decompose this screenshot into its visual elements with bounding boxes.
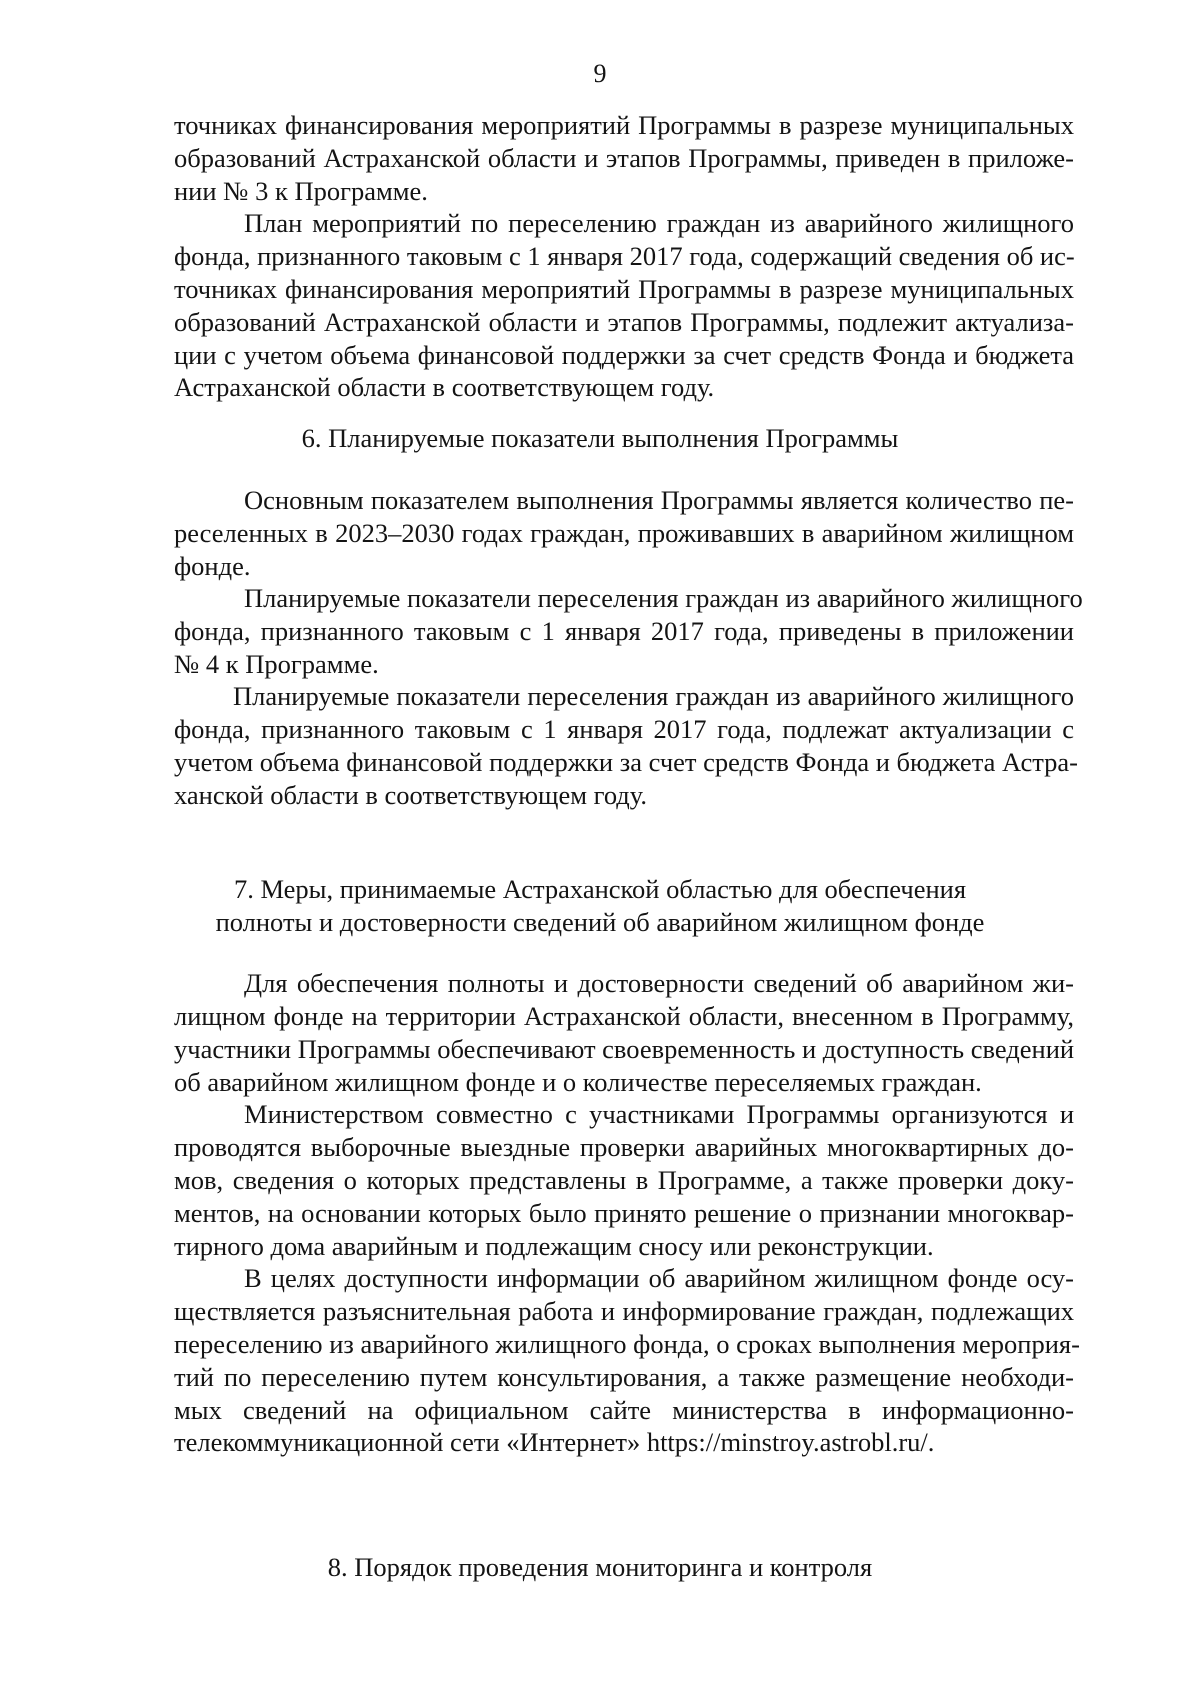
text-line: точниках финансирования мероприятий Программы в разрезе муниципальных: [174, 110, 1074, 140]
section-heading-6: [0, 422, 1200, 455]
paragraph-1: [174, 109, 1074, 208]
section-heading-8: [0, 1551, 1200, 1584]
text-line: фонда, признанного таковым с 1 января 2017 года, содержащий сведения об ис-: [174, 240, 1075, 271]
text-line: Основным показателем выполнения Программы является количество пе-: [244, 485, 1074, 515]
text-line: нии № 3 к Программе.: [174, 175, 428, 206]
text-line: фонде.: [174, 550, 251, 581]
text-line: ханской области в соответствующем году.: [174, 779, 648, 810]
text-line: об аварийном жилищном фонде и о количестве переселяемых граждан.: [174, 1066, 982, 1097]
text-line: участники Программы обеспечивают своевременность и доступность сведений: [174, 1033, 1075, 1064]
page-number: 9: [593, 59, 607, 88]
text-line: телекоммуникационной сети «Интернет» https://minstroy.astrobl.ru/.: [174, 1427, 935, 1458]
text-line: ментов, на основании которых было принято решение о признании многоквар-: [174, 1197, 1074, 1228]
text-line: тий по переселению путем консультирования, а также размещение необходи-: [174, 1361, 1074, 1392]
text-line: ществляется разъяснительная работа и информирование граждан, подлежащих: [174, 1295, 1074, 1326]
text-line: фонда, признанного таковым с 1 января 2017 года, подлежат актуализации с: [174, 713, 1074, 744]
text-line: переселению из аварийного жилищного фонда, о сроках выполнения мероприя-: [174, 1328, 1080, 1359]
text-line: Планируемые показатели переселения граждан из аварийного жилищного: [233, 681, 1074, 711]
text-line: ции с учетом объема финансовой поддержки за счет средств Фонда и бюджета: [174, 339, 1074, 370]
text-line: Для обеспечения полноты и достоверности сведений об аварийном жи-: [244, 968, 1074, 998]
text-line: мов, сведения о которых представлены в Программе, а также проверки доку-: [174, 1164, 1074, 1195]
text-line: № 4 к Программе.: [174, 648, 379, 679]
text-line: учетом объема финансовой поддержки за счет средств Фонда и бюджета Астра-: [174, 746, 1078, 777]
text-line: образований Астраханской области и этапов Программы, подлежит актуализа-: [174, 306, 1074, 337]
text-line: проводятся выборочные выездные проверки аварийных многоквартирных до-: [174, 1131, 1074, 1162]
text-line: Министерством совместно с участниками Программы организуются и: [244, 1099, 1074, 1129]
text-line: фонда, признанного таковым с 1 января 2017 года, приведены в приложении: [174, 615, 1074, 646]
text-line: Планируемые показатели переселения граждан из аварийного жилищного: [244, 583, 1083, 613]
section-heading-7: [0, 873, 1200, 939]
paragraph-3: [174, 484, 1074, 583]
paragraph-5: [174, 680, 1078, 812]
text-line: В целях доступности информации об аварийном жилищном фонде осу-: [244, 1263, 1074, 1293]
heading-line: полноты и достоверности сведений об аварийном жилищном фонде: [215, 906, 985, 937]
text-line: лищном фонде на территории Астраханской области, внесенном в Программу,: [174, 1000, 1074, 1031]
text-line: реселенных в 2023–2030 годах граждан, проживавших в аварийном жилищном: [174, 517, 1074, 548]
heading-line: 6. Планируемые показатели выполнения Программы: [301, 423, 899, 453]
text-line: мых сведений на официальном сайте министерства в информационно-: [174, 1394, 1074, 1425]
text-line: точниках финансирования мероприятий Программы в разрезе муниципальных: [174, 273, 1074, 304]
paragraph-4: [174, 582, 1083, 681]
text-line: Астраханской области в соответствующем году.: [174, 372, 715, 403]
paragraph-7: [174, 1098, 1074, 1262]
text-line: тирного дома аварийным и подлежащим сносу или реконструкции.: [174, 1230, 934, 1261]
heading-line: 8. Порядок проведения мониторинга и контроля: [327, 1552, 873, 1582]
heading-line: 7. Меры, принимаемые Астраханской областью для обеспечения: [233, 874, 967, 904]
paragraph-8: [174, 1262, 1080, 1459]
paragraph-6: [174, 967, 1074, 1099]
text-line: образований Астраханской области и этапов Программы, приведен в приложе-: [174, 142, 1074, 173]
paragraph-2: [174, 207, 1074, 404]
text-line: План мероприятий по переселению граждан из аварийного жилищного: [244, 208, 1074, 238]
